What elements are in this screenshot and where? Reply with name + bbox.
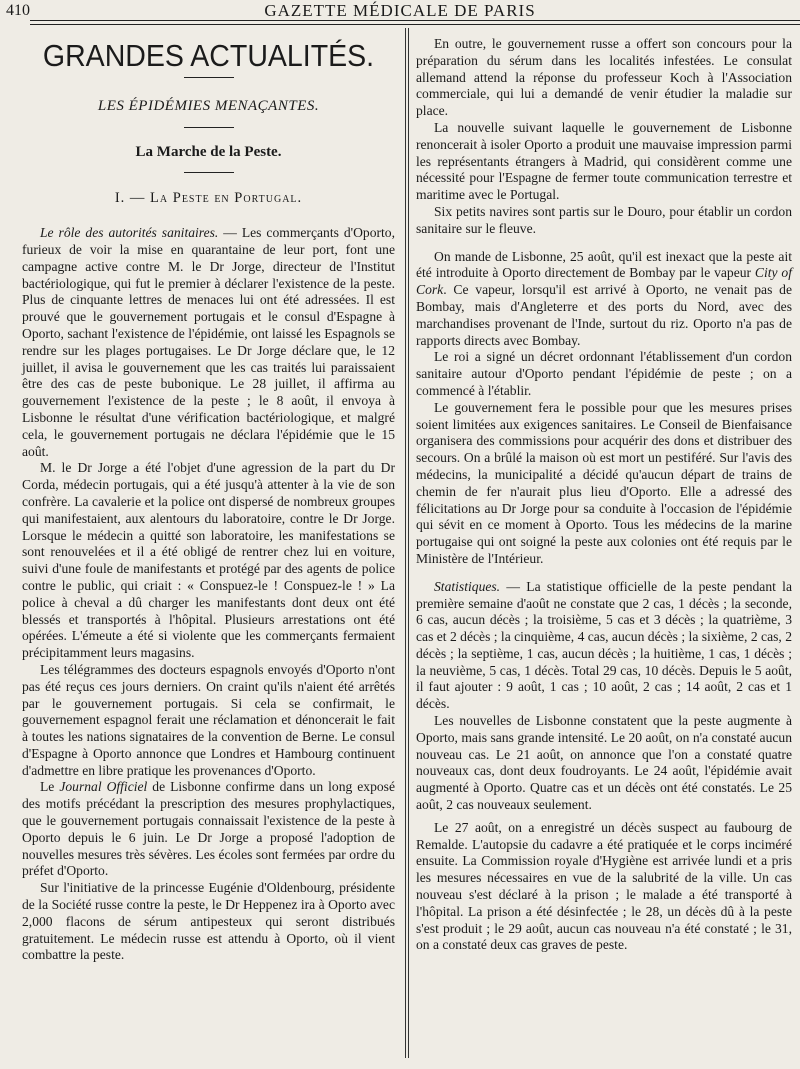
- article-subtitle: LES ÉPIDÉMIES MENAÇANTES.: [97, 97, 320, 114]
- paragraph: En outre, le gouvernement russe a offert son concours pour la préparation du sérum dans les localités infestées. Le consulat allemand attend la réponse du professeur Koch à l'Association commerciale, qui lui a demandé de venir étudier la maladie sur place.: [416, 36, 792, 119]
- paragraph: Les télégrammes des docteurs espagnols envoyés d'Oporto n'ont pas été reçus ces jours derniers. On craint qu'ils n'aient été arrêtés par le gouvernement portugais. Si cela se confirmait, le gouvernement espagnol ferait une réclamation et dénoncerait le fait à toutes les nations signataires de la convention de Berne. Le consul d'Espagne à Oporto annonce que Londres et Hambourg continuent d'admettre en libre pratique les provenances d'Oporto.: [22, 661, 395, 778]
- paragraph-lead: Le rôle des autorités sanitaires.: [40, 225, 219, 241]
- paragraph: Le 27 août, on a enregistré un décès suspect au faubourg de Remalde. L'autopsie du cadavre a été pratiquée et le corps inciméré ensuite. La Commission royale d'Hygiène est arrivée lundi et a pris les mesures nécessaires en vue de la salubrité de la ville. Un cas nouveau s'est déclaré à la prison ; le malade a été transporté à l'hôpital. La prison a été désinfectée ; le 28, un décès dû à la peste s'est produit ; le 29 août, aucun cas nouveau n'a été constaté ; le 31, on a constaté deux cas graves de peste.: [416, 819, 792, 953]
- paragraph-text: — Les commerçants d'Oporto, furieux de voir la mise en quarantaine de leur port, font une campagne active contre M. le Dr Jorge, directeur de l'Institut bactériologique, qui fut le premier à déclarer l'existence de la peste. Plus de cinquante lettres de menaces lui ont été adressées. Il est prouvé que le gouvernement portugais et le consul d'Espagne à Oporto, sachant l'existence de l'épidémie, ont laissé les Espagnols se rendre sur les plages portugaises. Le Dr Jorge déclare que, le 12 juillet, il avisa le gouvernement que les cas traités lui paraissaient être des cas de peste bubonique. Le 28 juillet, il affirma au gouvernement l'existence de la peste ; le 8 août, il envoya à Lisbonne le résultat d'une vérification bactériologique, et malgré cela, le gouvernement portugais ne déclara l'épidémie que le 15 août.: [22, 225, 395, 459]
- article-subhead: La Marche de la Peste.: [135, 143, 282, 160]
- paragraph: La nouvelle suivant laquelle le gouvernement de Lisbonne renoncerait à isoler Oporto a produit une mauvaise impression parmi les représentants étrangers à Madrid, qui considèrent comme une nécessité pour l'Espagne de fermer toute communication terrestre et maritime avec le Portugal.: [416, 119, 792, 203]
- paragraph: Les nouvelles de Lisbonne constatent que la peste augmente à Oporto, mais sans grande intensité. Le 20 août, on n'a constaté aucun nouveau cas. Le 21 août, on annonce que l'on a constaté quatre nouveaux cas, dont deux foudroyants. Le 24 août, l'épidémie avait augmenté à Oporto. Quatre cas et un décès ont été constatés. Le 25 août, 2 cas nouveaux seulement.: [416, 713, 792, 813]
- paragraph-text: . Ce vapeur, lorsqu'il est arrivé à Oporto, ne venait pas de Bombay, mais d'Angleterre et des ports du Nord, avec des marchandises provenant de l'Inde, surtout du riz. Oporto n'a pas de rapports directs avec Bombay.: [416, 282, 792, 348]
- section-heading: I. — La Peste en Portugal.: [114, 190, 303, 207]
- ship-name: City of Cork: [416, 265, 792, 298]
- title-rule: [184, 77, 234, 78]
- running-head: GAZETTE MÉDICALE DE PARIS: [264, 1, 536, 20]
- paragraph: M. le Dr Jorge a été l'objet d'une agression de la part du Dr Corda, médecin portugais, qui a été jusqu'à attenter à la vie de son confrère. La cavalerie et la police ont dispersé de nombreux groupes qui manifestaient, aux alentours du laboratoire, contre le Dr Jorge. Lorsque le médecin a quitté son laboratoire, les manifestations se sont renouvelées et il a été obligé de rentrer chez lui en voiture, suivi d'une foule de manifestants et protégé par des agents de police contre le public, qui criait : « Conspuez-le ! Conspuez-le ! » La police à cheval a dû charger les manifestants dont deux ont été blessés et transportés à l'hôpital. Plusieurs arrestations ont été opérées. L'émeute a été si violente que les commerçants fermaient précipitamment leurs magasins.: [22, 460, 395, 661]
- paragraph: [416, 579, 792, 713]
- left-column: [22, 34, 395, 964]
- paragraph-text: — La statistique officielle de la peste pendant la première semaine d'août ne constate que 2 cas, 1 décès ; la seconde, 6 cas, aucun décès ; la troisième, 5 cas et 3 décès ; la quatrième, 3 cas et 2 décès ; la cinquième, 4 cas, aucun décès ; la sixième, 2 cas, 2 décès ; la septième, 1 cas, aucun décès ; la huitième, 1 cas, 1 décès ; la neuvième, 5 cas, 1 décès. Total 29 cas, 10 décès. Depuis le 5 août, il faut ajouter : 9 août, 1 cas ; 10 août, 2 cas ; 14 août, 2 cas et 1 décès.: [416, 578, 792, 712]
- column-separator: [405, 28, 406, 1058]
- article-title: GRANDES ACTUALITÉS.: [42, 38, 375, 73]
- header-rule-thin: [30, 24, 800, 25]
- paragraph-lead: Statistiques.: [434, 578, 501, 594]
- header-rule: [30, 20, 800, 21]
- paragraph-text: de Lisbonne confirme dans un long exposé des motifs précédant la prescription des mesures prophylactiques, que le gouvernement portugais connaissait l'existence de la peste à Oporto depuis le 6 juin. Le Dr Jorge a proposé l'adoption de nouvelles mesures très sévères. Les écoles sont fermées par ordre du préfet d'Oporto.: [22, 779, 395, 879]
- paragraph: [22, 225, 395, 460]
- paragraph-text: On mande de Lisbonne, 25 août, qu'il est inexact que la peste ait été introduite à Oporto directement de Bombay par le vapeur: [416, 248, 792, 281]
- paragraph: Le gouvernement fera le possible pour que les mesures prises soient limitées aux exigences sanitaires. Le Conseil de Bienfaisance organisera des commissions pour acquérir des dons et distribuer des secours. On a brûlé la maison où est mort un pestiféré. Sur l'avis des médecins, la municipalité a décidé qu'aucun départ de trains de chemin de fer n'aurait plus lieu d'Oporto. Elle a adressé des félicitations au Dr Jorge pour sa conduite à l'occasion de l'épidémie qui sévit en ce moment à Oporto. Tous les médecins de la marine portugaise qui ont soigné la peste aux colonies ont été requis par le Ministère de l'Intérieur.: [416, 399, 792, 566]
- right-column: [416, 36, 792, 954]
- paragraph: Le roi a signé un décret ordonnant l'établissement d'un cordon sanitaire autour d'Oporto pendant l'épidémie de peste ; on a commencé à l'établir.: [416, 349, 792, 398]
- paragraph: Sur l'initiative de la princesse Eugénie d'Oldenbourg, présidente de la Société russe contre la peste, le Dr Heppenez ira à Oporto avec 2,000 flacons de sérum antipesteux qui seront distribués gratuitement. Le médecin russe est attendu à Oporto, où il vient combattre la peste.: [22, 880, 395, 963]
- paragraph-text: Le: [40, 779, 60, 795]
- subtitle-rule: [184, 127, 234, 128]
- paragraph: [416, 249, 792, 350]
- paragraph: [22, 779, 395, 880]
- column-separator-thin: [408, 28, 409, 1058]
- journal-name: Journal Officiel: [59, 779, 148, 795]
- subhead-rule: [184, 172, 234, 173]
- page-number: 410: [6, 2, 30, 19]
- paragraph: Six petits navires sont partis sur le Douro, pour établir un cordon sanitaire sur le fleuve.: [416, 203, 792, 236]
